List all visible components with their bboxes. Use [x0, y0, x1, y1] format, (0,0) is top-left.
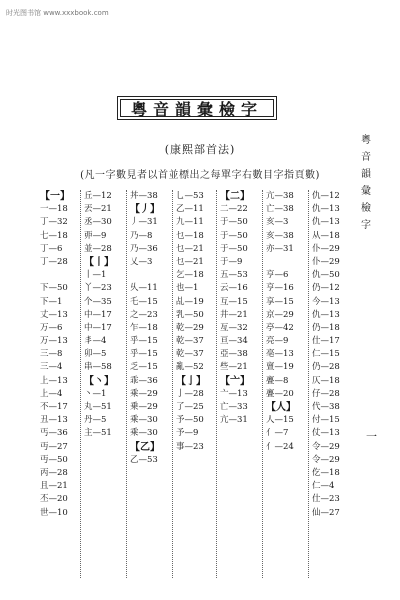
index-entry: 下—1: [40, 296, 63, 307]
index-entry: 丁—28: [40, 256, 68, 267]
index-column: [312, 190, 354, 520]
index-entry: 中—17: [84, 309, 112, 320]
index-entry: 丙—28: [40, 467, 68, 478]
index-entry: 丑—13: [40, 415, 68, 426]
index-entry: 付—15: [312, 415, 340, 426]
index-entry: 乩—19: [176, 296, 204, 307]
index-entry: 丸—51: [84, 402, 112, 412]
index-entry: 也—1: [176, 283, 199, 294]
index-entry: 亻—24: [266, 441, 294, 452]
index-entry: [84, 467, 126, 480]
index-entry: 仡—18: [312, 467, 340, 478]
side-label: [358, 132, 374, 234]
index-entry: 丏—50: [40, 454, 68, 465]
index-entry: 下—50: [40, 283, 68, 294]
index-entry: [176, 467, 218, 480]
page-title: 粵音韻彙檢字: [117, 96, 277, 120]
index-entry: 亳—13: [266, 349, 294, 360]
index-entry: 乇—15: [130, 296, 158, 307]
index-entry: 亨—6: [266, 270, 289, 281]
index-entry: [84, 507, 126, 520]
index-column: [84, 190, 126, 520]
index-entry: 乖—36: [130, 375, 158, 386]
index-entry: 个—35: [84, 296, 112, 307]
index-entry: 丯—4: [84, 336, 107, 347]
index-entry: [220, 467, 262, 480]
index-entry: 一—18: [40, 204, 68, 215]
index-entry: [176, 454, 218, 467]
index-entry: 丶—1: [84, 388, 107, 399]
index-entry: 串—58: [84, 362, 112, 373]
radical-header: 【亠】: [220, 375, 250, 387]
index-entry: 亦—31: [266, 243, 294, 254]
index-entry: [266, 507, 308, 520]
index-entry: 乳—50: [176, 309, 204, 320]
index-entry: 九—11: [176, 217, 204, 228]
index-entry: 且—21: [40, 481, 68, 492]
index-entry: 之—23: [130, 309, 158, 320]
index-entry: 亂—52: [176, 362, 204, 373]
index-entry: 代—38: [312, 402, 340, 412]
index-entry: 亹—8: [266, 375, 289, 386]
index-entry: [84, 493, 126, 506]
index-entry: 乾—37: [176, 349, 204, 360]
page-number: 一: [366, 430, 377, 443]
index-entry: 乞—18: [176, 270, 204, 281]
index-entry: 仗—13: [312, 428, 340, 439]
index-grid: [40, 190, 360, 578]
column-divider: [308, 190, 309, 578]
column-divider: [80, 190, 81, 578]
index-entry: 仕—23: [312, 494, 340, 505]
index-entry: 于—50: [220, 217, 248, 228]
index-entry: 乃—8: [130, 230, 153, 241]
index-entry: 上—13: [40, 375, 68, 386]
index-column: [266, 190, 308, 520]
index-entry: 乘—30: [130, 428, 158, 439]
side-char: 韻: [361, 169, 371, 180]
index-entry: 丕—20: [40, 494, 68, 505]
index-entry: 云—16: [220, 283, 248, 294]
index-entry: 丐—36: [40, 428, 68, 439]
index-entry: 亮—9: [266, 336, 289, 347]
index-column: [220, 190, 262, 520]
index-entry: 上—4: [40, 388, 63, 399]
index-entry: 仇—13: [312, 204, 340, 215]
index-entry: 中—17: [84, 322, 112, 333]
index-entry: 不—17: [40, 402, 68, 412]
index-entry: 仆—29: [312, 256, 340, 267]
index-entry: [130, 493, 172, 506]
index-entry: [266, 467, 308, 480]
index-entry: 仄—18: [312, 375, 340, 386]
index-entry: [84, 480, 126, 493]
index-entry: 乜—21: [176, 256, 204, 267]
index-entry: [266, 480, 308, 493]
side-char: 彙: [361, 186, 371, 197]
index-entry: 乜—18: [176, 230, 204, 241]
index-entry: [130, 269, 172, 282]
index-entry: 亅—28: [176, 388, 204, 399]
radical-header: 【乙】: [130, 441, 160, 453]
side-char: 檢: [361, 203, 371, 214]
index-entry: 乏—15: [130, 362, 158, 373]
index-entry: 仆—29: [312, 243, 340, 254]
index-entry: 仍—28: [312, 362, 340, 373]
index-entry: [130, 480, 172, 493]
index-entry: 丟—21: [84, 204, 112, 215]
index-entry: 丏—27: [40, 441, 68, 452]
column-divider: [262, 190, 263, 578]
index-entry: 亡—33: [220, 402, 248, 412]
index-entry: 乜—21: [176, 243, 204, 254]
index-entry: 三—8: [40, 349, 63, 360]
index-entry: 乾—29: [176, 322, 204, 333]
index-entry: 仔—28: [312, 388, 340, 399]
index-entry: 亨—16: [266, 283, 294, 294]
index-entry: 仍—12: [312, 283, 340, 294]
index-entry: 亢—31: [220, 415, 248, 426]
index-entry: 亠—13: [220, 388, 248, 399]
index-entry: 予—50: [176, 415, 204, 426]
index-entry: 乘—30: [130, 415, 158, 426]
index-entry: 丹—5: [84, 415, 107, 426]
index-entry: 丣—9: [84, 230, 107, 241]
index-entry: 亡—38: [266, 204, 294, 215]
side-char: 粵: [361, 135, 371, 146]
index-entry: [220, 493, 262, 506]
index-entry: 仁—4: [312, 481, 335, 492]
index-entry: 享—15: [266, 296, 294, 307]
index-entry: 亥—38: [266, 230, 294, 241]
index-entry: [220, 507, 262, 520]
index-entry: 万—13: [40, 336, 68, 347]
side-char: 音: [361, 152, 371, 163]
index-entry: 亙—32: [220, 322, 248, 333]
index-entry: 了—25: [176, 402, 204, 412]
index-entry: 亶—19: [266, 362, 294, 373]
watermark: 时光图书馆 www.xxxbook.com: [6, 9, 109, 17]
radical-header: 【丶】: [84, 375, 114, 387]
index-entry: 于—50: [220, 230, 248, 241]
index-entry: 七—18: [40, 230, 68, 241]
index-entry: 卯—5: [84, 349, 107, 360]
index-entry: 仇—13: [312, 309, 340, 320]
index-entry: [220, 427, 262, 440]
index-entry: 乂—3: [130, 256, 153, 267]
index-entry: 事—23: [176, 441, 204, 452]
column-divider: [172, 190, 173, 578]
index-entry: 亭—42: [266, 322, 294, 333]
index-entry: 二—22: [220, 204, 248, 215]
index-note: (凡一字數見者以首並標出之每單字右數目字指頁數): [80, 170, 320, 181]
index-entry: 主—51: [84, 428, 112, 439]
index-entry: 些—21: [220, 362, 248, 373]
index-entry: 並—28: [84, 243, 112, 254]
index-entry: [130, 507, 172, 520]
index-entry: 于—50: [220, 243, 248, 254]
index-entry: [130, 467, 172, 480]
index-entry: [176, 507, 218, 520]
index-entry: 仇—13: [312, 217, 340, 228]
index-entry: 乙—11: [176, 204, 204, 215]
radical-header: 【人】: [266, 402, 296, 413]
index-entry: 仇—50: [312, 270, 340, 281]
index-entry: 丘—12: [84, 191, 112, 201]
index-entry: 今—13: [312, 296, 340, 307]
index-entry: 丈—13: [40, 309, 68, 320]
index-entry: 乍—18: [130, 322, 158, 333]
index-entry: [84, 441, 126, 454]
index-entry: 予—9: [176, 428, 199, 439]
index-column: [130, 190, 172, 520]
index-entry: 亢—38: [266, 191, 294, 201]
index-entry: 乃—36: [130, 243, 158, 254]
radical-header: 【亅】: [176, 375, 206, 387]
index-column: [40, 190, 82, 520]
index-entry: 丿—31: [130, 217, 158, 228]
index-entry: 丞—30: [84, 217, 112, 228]
index-entry: 人—15: [266, 415, 294, 426]
index-entry: 仁—15: [312, 349, 340, 360]
index-entry: [220, 480, 262, 493]
index-entry: 乘—29: [130, 388, 158, 399]
index-entry: [40, 269, 82, 282]
index-entry: 仕—17: [312, 336, 340, 347]
index-entry: [220, 454, 262, 467]
index-entry: 乎—15: [130, 349, 158, 360]
index-entry: 仙—27: [312, 507, 340, 518]
side-char: 字: [361, 220, 371, 231]
index-entry: 乙—53: [130, 454, 158, 465]
index-entry: 令—29: [312, 454, 340, 465]
index-entry: 亞—38: [220, 349, 248, 360]
index-entry: 京—29: [266, 309, 294, 320]
radical-header: 【丿】: [130, 204, 160, 216]
index-entry: [266, 256, 308, 269]
index-entry: [266, 493, 308, 506]
index-entry: 丨—1: [84, 270, 107, 281]
subtitle: (康熙部首法): [164, 143, 236, 156]
index-entry: 互—15: [220, 296, 248, 307]
index-entry: 井—21: [220, 309, 248, 320]
index-entry: 丁—32: [40, 217, 68, 228]
index-entry: [176, 493, 218, 506]
index-entry: 乎—15: [130, 336, 158, 347]
index-entry: [84, 454, 126, 467]
index-entry: 亹—20: [266, 388, 294, 399]
index-entry: 丼—38: [130, 191, 158, 201]
index-entry: 丫—23: [84, 283, 112, 294]
radical-header: 【一】: [40, 191, 70, 202]
index-entry: [266, 454, 308, 467]
index-entry: 丁—6: [40, 243, 63, 254]
index-entry: 乚—53: [176, 191, 204, 201]
index-entry: 五—53: [220, 270, 248, 281]
index-entry: 亥—3: [266, 217, 289, 228]
index-entry: 亻—7: [266, 428, 289, 439]
index-entry: 仇—12: [312, 191, 340, 201]
index-entry: [176, 480, 218, 493]
index-entry: 仍—18: [312, 322, 340, 333]
index-entry: 万—6: [40, 322, 63, 333]
index-entry: 于—9: [220, 256, 243, 267]
index-entry: 三—4: [40, 362, 63, 373]
radical-header: 【二】: [220, 191, 250, 202]
index-entry: 乗—29: [130, 402, 158, 412]
index-column: [176, 190, 218, 520]
index-entry: [220, 441, 262, 454]
index-entry: 亘—34: [220, 336, 248, 347]
index-entry: 令—29: [312, 441, 340, 452]
index-entry: 世—10: [40, 507, 68, 518]
radical-header: 【丨】: [84, 256, 114, 268]
index-entry: 从—18: [312, 230, 340, 241]
column-divider: [216, 190, 217, 578]
index-entry: 乾—37: [176, 336, 204, 347]
index-entry: 乆—11: [130, 283, 158, 294]
column-divider: [126, 190, 127, 578]
